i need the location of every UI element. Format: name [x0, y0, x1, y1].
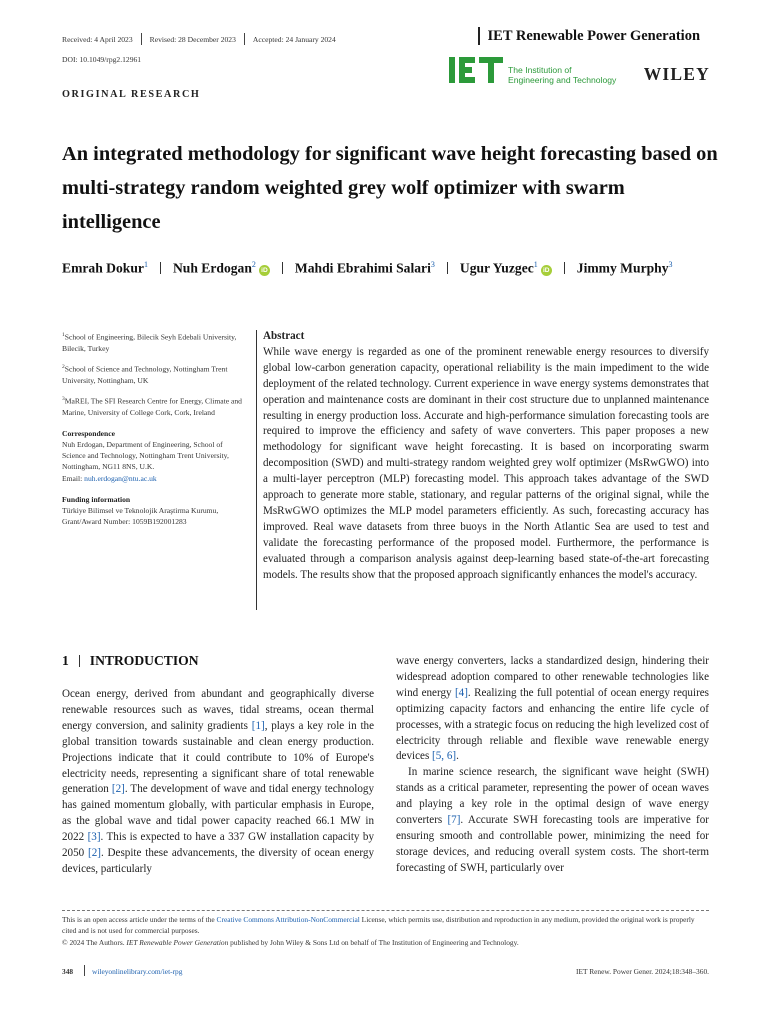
- citation-link[interactable]: [3]: [87, 831, 101, 844]
- license-text: License, which permits use, distribution and reproduction in any medium, provided the original work is properly cited and is not used for commercial purposes.: [62, 915, 695, 936]
- article-type-label: ORIGINAL RESEARCH: [62, 89, 201, 100]
- footer-rule: [62, 910, 709, 911]
- wiley-logo: WILEY: [643, 64, 710, 84]
- abstract-text: While wave energy is regarded as one of the prominent renewable energy resources to diversify global low-carbon generation capacity, operational reliability is the main impediment to the wide deployment of the related technology. Current experience in wave energy systems demonstrates that operation and maintenance costs are dominant in their cost structure due to unplanned maintenance resulting in energy production loss. Accurate and high-performance simulation forecasting tools are required to improve the efficiency and safety of wave converters. This paper proposes a new methodology for significant wave height forecasting. It is based on incorporating swarm decomposition (SWD) and multi-strategy random weighted grey wolf optimizer (MsRwGWO) into a multi-layer perceptron (MLP) forecasting model. This approach takes advantage of the SWD approach to generate more stable, stationary, and regular patterns of the original signal, while the MsRwGWO optimizes the MLP model parameters efficiently. As such, forecasting accuracy has improved. Real wave datasets from three buoys in the North Atlantic Sea are used to test and validate the forecasting performance of the proposed model. Furthermore, the performance is evaluated through a comparison analysis against deep-learning based state-of-the-art forecasting models. The results show that the proposed approach significantly enhances the model's accuracy.: [263, 345, 709, 581]
- divider: [478, 27, 480, 45]
- section-number: 1: [62, 653, 69, 668]
- body-text: , plays a key role in the global transition towards sustainable and clean energy production. Projections indicate that it could contribute to 10% of Europe's electricity needs, representing a significant share of total renewable generation: [62, 719, 375, 796]
- copyright-text: © 2024 The Authors.: [62, 937, 127, 947]
- body-text: . This is expected to have a 337 GW installation capacity by 2050: [62, 831, 374, 860]
- divider: [564, 262, 565, 274]
- correspondence-heading: Correspondence: [62, 428, 116, 438]
- journal-italic: IET Renewable Power Generation: [126, 937, 229, 947]
- body-text: Ocean energy, derived from abundant and geographically diverse renewable resources such as waves, tidal streams, ocean thermal energy conversion, and salinity gradients: [62, 688, 374, 732]
- body-column-right: [396, 654, 709, 877]
- citation: IET Renew. Power Gener. 2024;18:348–360.: [575, 967, 709, 976]
- iet-logo-line2: Engineering and Technology: [508, 75, 617, 85]
- affiliation: $^3$MaREI, The SFI Research Centre for Energy, Climate and Marine, University of College Cork, Cork, Ireland: [62, 395, 242, 417]
- license-notice: [62, 914, 709, 948]
- introduction-heading: [62, 653, 199, 669]
- journal-name: IET Renewable Power Generation: [487, 27, 701, 44]
- affiliation-number: 1: [62, 332, 65, 338]
- article-dates: [62, 33, 336, 45]
- divider: [141, 33, 142, 45]
- citation-link[interactable]: [1]: [251, 719, 265, 732]
- abstract-heading: Abstract: [263, 330, 305, 342]
- body-text: wave energy converters, lacks a standardized design, hindering their widespread adoption compared to other renewable technologies like wind energy: [396, 655, 709, 699]
- author-list: [62, 253, 712, 281]
- iet-logo-line1: The Institution of: [508, 65, 572, 75]
- cc-license-link[interactable]: Creative Commons Attribution-NonCommercial: [216, 915, 360, 924]
- body-text: . Realizing the full potential of ocean energy requires optimizing capacity factors and enhancing the entire life cycle of processes, with a strategic focus on reducing the high levelized cost of electricity through reliable and flexible wave renewable energy devices: [396, 686, 710, 763]
- citation-link[interactable]: [2]: [88, 847, 101, 860]
- author-affiliation-ref[interactable]: 1: [143, 260, 148, 269]
- divider: [79, 655, 80, 667]
- copyright-text: published by John Wiley & Sons Ltd on behalf of The Institution of Engineering and Technology.: [228, 937, 519, 947]
- citation-link[interactable]: [7]: [447, 814, 461, 827]
- funding-heading: Funding information: [62, 494, 131, 504]
- affiliation-number: 3: [62, 395, 65, 402]
- correspondence-text: Nuh Erdogan, Department of Engineering, School of Science and Technology, Nottingham Trent University, Nottingham, NG11 8NS, U.K.: [62, 440, 229, 472]
- article-title: An integrated methodology for significant wave height forecasting based on multi-strategy random weighted grey wolf optimizer with swarm intelligence: [62, 143, 718, 233]
- orcid-icon[interactable]: iD: [541, 265, 552, 276]
- body-text: . The development of wave and tidal energy technology has gained momentum globally, with particular emphasis in Europe, as the global wave and tidal power capacity reached 66.1 MW in 2022: [62, 783, 375, 844]
- affiliation: $^1$School of Engineering, Bilecik Seyh Edebali University, Bilecik, Turkey: [62, 332, 237, 353]
- intro-paragraph-3: [396, 765, 709, 876]
- intro-paragraph-1: [62, 687, 374, 878]
- divider: [244, 33, 245, 45]
- affiliation-number: 2: [62, 363, 65, 370]
- divider: [160, 262, 161, 274]
- author-name: Emrah Dokur$^1$: [62, 260, 148, 276]
- doi[interactable]: DOI: 10.1049/rpg2.12961: [62, 55, 142, 64]
- revised-date: Revised: 28 December 2023: [149, 34, 236, 44]
- license-line-2: [62, 937, 709, 948]
- iet-logo-text: [508, 65, 616, 85]
- email-label: Email:: [62, 473, 85, 483]
- license-line-1: [62, 914, 709, 937]
- author-name: Ugur Yuzgec$^1$iD: [460, 253, 552, 281]
- page-number: 348: [62, 967, 74, 976]
- affiliations: [62, 330, 242, 418]
- author-name: Jimmy Murphy$^3$: [576, 260, 673, 276]
- author-affiliation-ref[interactable]: 2: [251, 260, 256, 269]
- body-text: In marine science research, the significant wave height (SWH) stands as a critical parameter, representing the power of ocean waves and playing a key role in the optimal design of wave energy converters: [396, 766, 709, 827]
- author-name: Mahdi Ebrahimi Salari$^3$: [294, 260, 435, 276]
- funding-text: Türkiye Bilimsel ve Teknolojik Araştirma Kurumu, Grant/Award Number: 1059B192001283: [62, 506, 219, 527]
- divider: [447, 262, 448, 274]
- email-link[interactable]: nuh.erdogan@ntu.ac.uk: [84, 473, 157, 483]
- author-affiliation-ref[interactable]: 1: [533, 260, 538, 269]
- journal-header: [478, 27, 710, 45]
- body-text: .: [456, 750, 459, 763]
- divider: [282, 262, 283, 274]
- author-name: Nuh Erdogan$^2$iD: [173, 253, 270, 281]
- correspondence-email: [62, 473, 242, 484]
- body-text: . Despite these advancements, the diversity of ocean energy devices, particularly: [62, 847, 375, 875]
- affiliation: $^2$School of Science and Technology, Nottingham Trent University, Nottingham, UK: [62, 363, 228, 385]
- affiliation-column: [62, 330, 242, 527]
- column-divider: [256, 330, 257, 610]
- intro-paragraph-2: [396, 654, 709, 765]
- citation-link[interactable]: [5, 6]: [432, 750, 457, 763]
- journal-url[interactable]: wileyonlinelibrary.com/iet-rpg: [92, 967, 183, 976]
- abstract: [263, 329, 709, 584]
- publisher-logos: [448, 56, 710, 86]
- received-date: Received: 4 April 2023: [62, 34, 133, 44]
- author-affiliation-ref[interactable]: 3: [430, 260, 435, 269]
- section-title: INTRODUCTION: [89, 653, 199, 668]
- citation-link[interactable]: [4]: [454, 686, 468, 699]
- divider: [84, 965, 85, 976]
- accepted-date: Accepted: 24 January 2024: [252, 34, 336, 44]
- author-affiliation-ref[interactable]: 3: [668, 260, 673, 269]
- orcid-icon[interactable]: iD: [259, 265, 270, 276]
- citation-link[interactable]: [2]: [111, 783, 125, 796]
- body-column-left: [62, 687, 374, 878]
- iet-logo-icon: [448, 56, 506, 84]
- body-text: . Accurate SWH forecasting tools are imperative for ensuring smooth and controllable power, minimizing the need for storage devices, and reducing overall system costs. The short-term forecasting of SWH, particularly over: [396, 814, 709, 874]
- license-text: This is an open access article under the terms of the: [62, 915, 217, 924]
